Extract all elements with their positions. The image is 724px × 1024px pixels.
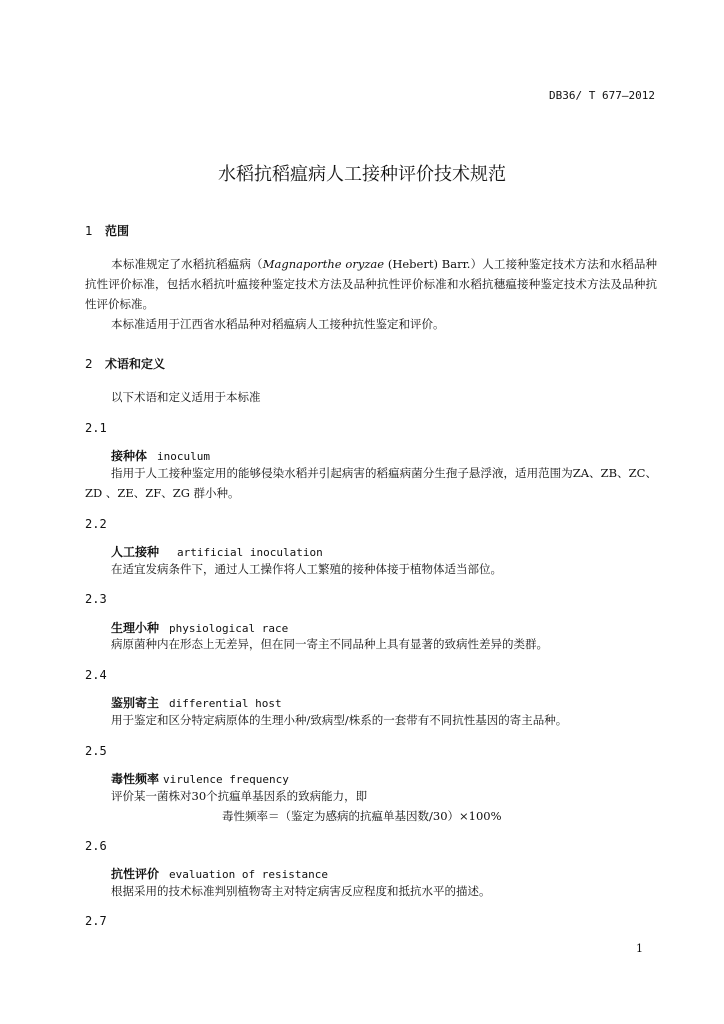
term-2-4-def: 用于鉴定和区分特定病原体的生理小种/致病型/株系的一套带有不同抗性基因的寄主品种。 — [111, 713, 568, 727]
term-2-3-number: 2.3 — [85, 592, 107, 606]
term-2-2-en: artificial inoculation — [177, 546, 323, 559]
section-1-paragraph-1 — [85, 254, 657, 314]
term-2-3-en: physiological race — [169, 622, 289, 635]
term-2-7-number: 2.7 — [85, 914, 107, 928]
term-2-4-definition — [85, 710, 657, 730]
term-2-4-heading — [111, 694, 282, 711]
term-2-6-heading — [111, 865, 328, 882]
term-2-2-heading — [111, 543, 323, 560]
page-number: 1 — [636, 942, 643, 955]
term-2-6-zh: 抗性评价 — [111, 867, 160, 881]
term-2-4-zh: 鉴别寄主 — [111, 696, 160, 710]
term-2-5-definition — [85, 786, 657, 806]
section-1-number: 1 — [85, 224, 93, 238]
pathogen-name: Magnaporthe oryzae — [262, 257, 385, 271]
term-2-1-def: 指用于人工接种鉴定用的能够侵染水稻并引起病害的稻瘟病菌分生孢子悬浮液，适用范围为ZA、ZB、ZC、ZD 、ZE、ZF、ZG 群小种。 — [85, 466, 657, 500]
term-2-1-zh: 接种体 — [111, 449, 148, 463]
term-2-6-definition — [85, 881, 657, 901]
term-2-1-number: 2.1 — [85, 421, 107, 435]
section-1-heading — [85, 222, 129, 239]
term-2-3-def: 病原菌种内在形态上无差异，但在同一寄主不同品种上具有显著的致病性差异的类群。 — [111, 637, 548, 651]
virulence-frequency-formula: 毒性频率＝（鉴定为感病的抗瘟单基因数/30）×100% — [222, 809, 502, 823]
term-2-2-zh: 人工接种 — [111, 545, 160, 559]
section-2-number: 2 — [85, 357, 93, 371]
section-2-heading — [85, 355, 165, 372]
term-2-1-en: inoculum — [157, 450, 210, 463]
term-2-1-heading — [111, 447, 210, 464]
section-1-title: 范围 — [105, 224, 130, 238]
term-2-3-zh: 生理小种 — [111, 621, 160, 635]
term-2-3-definition — [85, 634, 657, 654]
term-2-2-number: 2.2 — [85, 517, 107, 531]
term-2-6-def: 根据采用的技术标准判别植物寄主对特定病害反应程度和抵抗水平的描述。 — [111, 884, 491, 898]
term-2-5-heading — [111, 770, 289, 787]
document-code: DB36/ T 677—2012 — [549, 89, 655, 102]
section-2-title: 术语和定义 — [105, 357, 166, 371]
term-2-5-def: 评价某一菌株对30个抗瘟单基因系的致病能力，即 — [111, 789, 368, 803]
term-2-6-en: evaluation of resistance — [169, 868, 328, 881]
term-2-4-number: 2.4 — [85, 668, 107, 682]
section-2-intro-text: 以下术语和定义适用于本标准 — [111, 390, 261, 404]
term-2-4-en: differential host — [169, 697, 282, 710]
scope-text-a: 本标准规定了水稻抗稻瘟病（ — [111, 257, 263, 271]
term-2-5-zh: 毒性频率 — [111, 772, 160, 786]
term-2-2-definition — [85, 559, 657, 579]
term-2-5-en: virulence frequency — [163, 773, 289, 786]
term-2-2-def: 在适宜发病条件下，通过人工操作将人工繁殖的接种体接于植物体适当部位。 — [111, 562, 502, 576]
section-2-intro — [85, 387, 657, 407]
scope-applicability: 本标准适用于江西省水稻品种对稻瘟病人工接种抗性鉴定和评价。 — [111, 317, 445, 331]
document-title: 水稻抗稻瘟病人工接种评价技术规范 — [218, 164, 506, 185]
scope-text-b: (Hebert) Barr.）人工接种鉴定技术方法和水稻品种抗性评价标准，包括水稻抗叶瘟接种鉴定技术方法及品种抗性评价标准和水稻抗穗瘟接种鉴定技术方法及品种抗性评价标准。 — [85, 257, 657, 311]
term-2-6-number: 2.6 — [85, 839, 107, 853]
term-2-5-number: 2.5 — [85, 744, 107, 758]
term-2-1-definition — [85, 463, 657, 503]
section-1-paragraph-2 — [85, 314, 657, 334]
